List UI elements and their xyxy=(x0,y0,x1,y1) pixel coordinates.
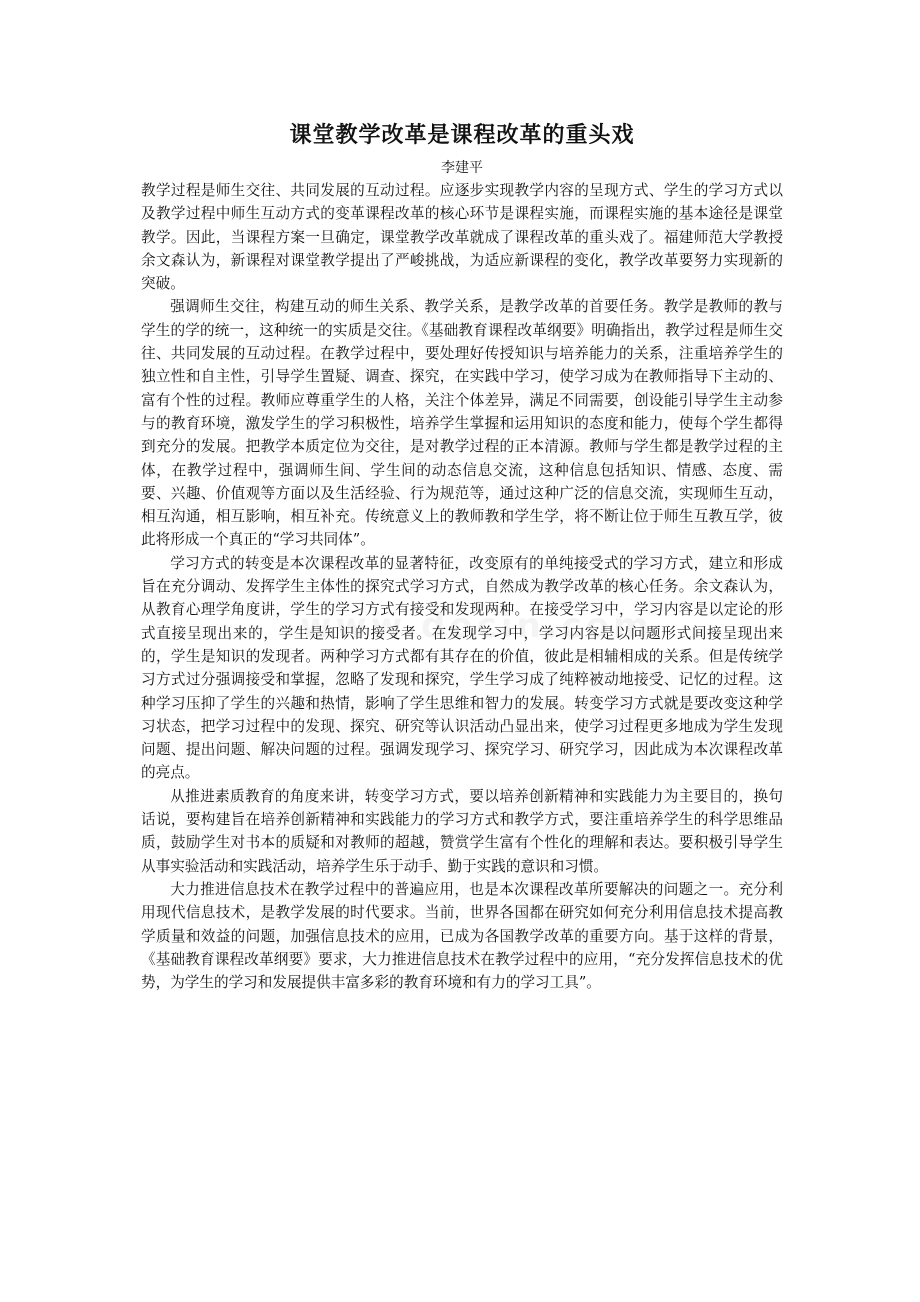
document-title: 课堂教学改革是课程改革的重头戏 xyxy=(289,123,635,148)
document-content xyxy=(141,118,783,994)
paragraph-1: 教学过程是师生交往、共同发展的互动过程。应逐步实现教学内容的呈现方式、学生的学习方式以及教学过程中师生互动方式的变革课程改革的核心环节是课程实施，而课程实施的基本途径是课堂教学。因此，当课程方案一旦确定，课堂教学改革就成了课程改革的重头戏了。福建师范大学教授余文森认为，新课程对课堂教学提出了严峻挑战，为适应新课程的变化，教学改革要努力实现新的突破。 xyxy=(141,182,783,293)
paragraph-4: 从推进素质教育的角度来讲，转变学习方式，要以培养创新精神和实践能力为主要目的，换句话说，要构建旨在培养创新精神和实践能力的学习方式和教学方式，要注重培养学生的科学思维品质，鼓励学生对书本的质疑和对教师的超越，赞赏学生富有个性化的理解和表达。要积极引导学生从事实验活动和实践活动，培养学生乐于动手、勤于实践的意识和习惯。 xyxy=(141,787,783,875)
document-body xyxy=(141,179,783,994)
document-author: 李建平 xyxy=(441,160,483,176)
paragraph-2: 强调师生交往，构建互动的师生关系、教学关系，是教学改革的首要任务。教学是教师的教与学生的学的统一，这种统一的实质是交往。《基础教育课程改革纲要》明确指出，教学过程是师生交往、共同发展的互动过程。在教学过程中，要处理好传授知识与培养能力的关系，注重培养学生的独立性和自主性，引导学生置疑、调查、探究，在实践中学习，使学习成为在教师指导下主动的、富有个性的过程。教师应尊重学生的人格，关注个体差异，满足不同需要，创设能引导学生主动参与的教育环境，激发学生的学习积极性，培养学生掌握和运用知识的态度和能力，使每个学生都得到充分的发展。把教学本质定位为交往，是对教学过程的正本清源。教师与学生都是教学过程的主体，在教学过程中，强调师生间、学生间的动态信息交流，这种信息包括知识、情感、态度、需要、兴趣、价值观等方面以及生活经验、行为规范等，通过这种广泛的信息交流，实现师生互动，相互沟通，相互影响，相互补充。传统意义上的教师教和学生学，将不断让位于师生互教互学，彼此将形成一个真正的“学习共同体”。 xyxy=(141,298,783,549)
paragraph-5: 大力推进信息技术在教学过程中的普遍应用，也是本次课程改革所要解决的问题之一。充分利用现代信息技术，是教学发展的时代要求。当前，世界各国都在研究如何充分利用信息技术提高教学质量和效益的问题，加强信息技术的应用，已成为各国教学改革的重要方向。基于这样的背景，《基础教育课程改革纲要》要求，大力推进信息技术在教学过程中的应用，“充分发挥信息技术的优势，为学生的学习和发展提供丰富多彩的教育环境和有力的学习工具”。 xyxy=(141,880,783,992)
paragraph-3: 学习方式的转变是本次课程改革的显著特征，改变原有的单纯接受式的学习方式，建立和形成旨在充分调动、发挥学生主体性的探究式学习方式，自然成为教学改革的核心任务。余文森认为，从教育心理学角度讲，学生的学习方式有接受和发现两种。在接受学习中，学习内容是以定论的形式直接呈现出来的，学生是知识的接受者。在发现学习中，学习内容是以问题形式间接呈现出来的，学生是知识的发现者。两种学习方式都有其存在的价值，彼此是相辅相成的关系。但是传统学习方式过分强调接受和掌握，忽略了发现和探究，学生学习成了纯粹被动地接受、记忆的过程。这种学习压抑了学生的兴趣和热情，影响了学生思维和智力的发展。转变学习方式就是要改变这种学习状态，把学习过程中的发现、探究、研究等认识活动凸显出来，使学习过程更多地成为学生发现问题、提出问题、解决问题的过程。强调发现学习、探究学习、研究学习，因此成为本次课程改革的亮点。 xyxy=(141,554,783,782)
